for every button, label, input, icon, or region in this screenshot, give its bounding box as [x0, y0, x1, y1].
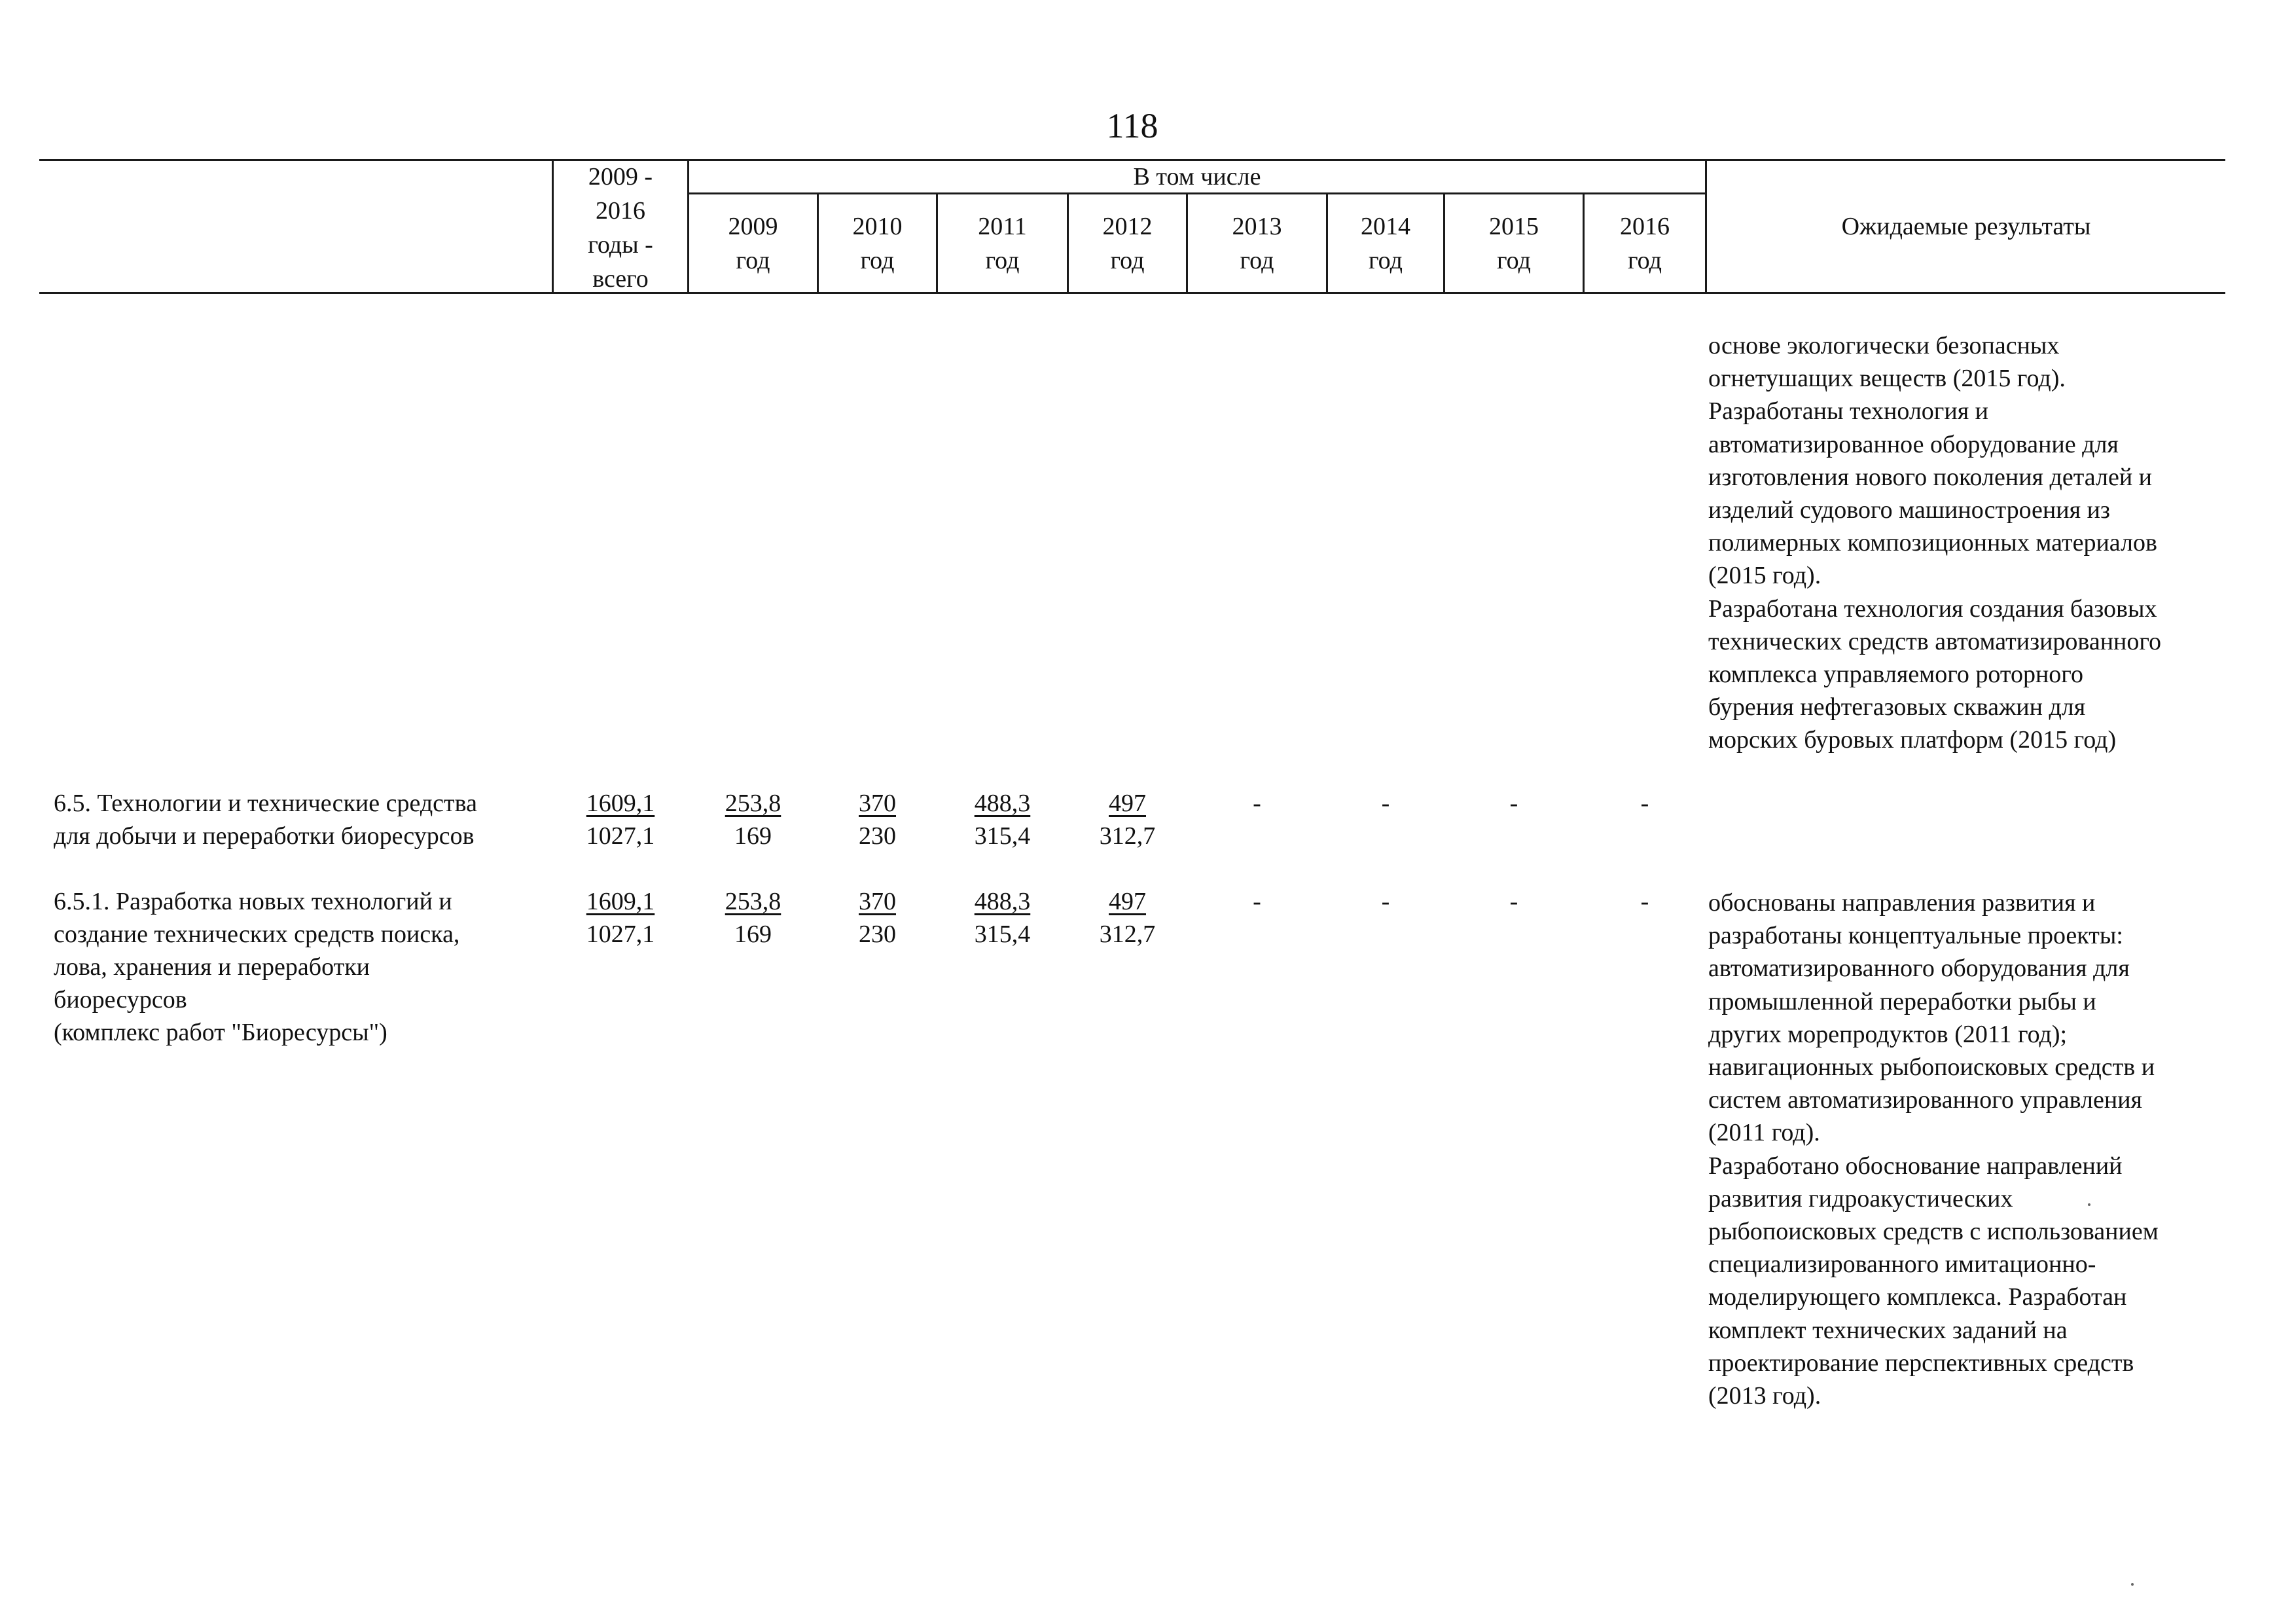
result-line: проектирование перспективных средств — [1708, 1349, 2134, 1377]
result-line: промышленной переработки рыбы и — [1708, 987, 2096, 1015]
header-total-line: годы - — [588, 231, 653, 259]
year-value-bottom: 169 — [734, 921, 772, 948]
result-line: разработаны концептуальные проекты: — [1708, 922, 2123, 950]
year-value-dash: - — [1640, 888, 1649, 915]
year-value-top: 488,3 — [974, 790, 1031, 817]
header-expected-results: Ожидаемые результаты — [1841, 213, 2091, 240]
year-value-dash: - — [1509, 888, 1518, 915]
result-line: систем автоматизированного управления — [1708, 1086, 2143, 1114]
result-line: технических средств автоматизированного — [1708, 627, 2162, 655]
year-value-bottom: 169 — [734, 822, 772, 850]
result-line: Разработана технология создания базовых — [1708, 594, 2157, 623]
row-label: 6.5.1. Разработка новых технологий и создание технических средств поиска, лова, хранения и переработки биоресурсов (комплекс работ "Биоресурсы") — [54, 888, 460, 1046]
year-value-top: 370 — [859, 888, 896, 915]
result-line: навигационных рыбопоисковых средств и — [1708, 1053, 2155, 1082]
header-total-period — [554, 160, 687, 296]
total-value-top: 1609,1 — [586, 790, 655, 817]
year-value-dash: - — [1253, 888, 1261, 915]
result-line: (2011 год). — [1708, 1119, 1820, 1147]
result-line: морских буровых платформ (2015 год) — [1708, 726, 2117, 754]
year-value-dash: - — [1381, 790, 1390, 817]
total-value-bottom: 1027,1 — [586, 822, 655, 850]
result-line: комплекса управляемого роторного — [1708, 661, 2083, 689]
year-value-top: 488,3 — [974, 888, 1031, 915]
year-value-dash: - — [1253, 790, 1261, 817]
year-value-top: 253,8 — [725, 790, 781, 817]
year-value-dash: - — [1381, 888, 1390, 915]
year-value-bottom: 230 — [859, 921, 896, 948]
scan-speck — [2131, 1583, 2134, 1586]
result-line: комплект технических заданий на — [1708, 1316, 2068, 1344]
header-year-2013: 2013 год — [1232, 213, 1282, 274]
result-line: (2015 год). — [1708, 562, 1821, 590]
year-value-top: 497 — [1109, 888, 1146, 915]
result-line: обоснованы направления развития и — [1708, 889, 2096, 917]
year-value-bottom: 230 — [859, 822, 896, 850]
result-line: изготовления нового поколения деталей и — [1708, 463, 2152, 491]
header-total-line: всего — [592, 265, 649, 293]
header-total-line: 2009 - — [588, 163, 653, 191]
year-value-top: 497 — [1109, 790, 1146, 817]
year-value-bottom: 315,4 — [974, 921, 1031, 948]
year-value-bottom: 312,7 — [1099, 921, 1156, 948]
header-bottom-rule — [39, 292, 2225, 294]
header-year-2012: 2012 год — [1102, 213, 1153, 274]
result-line: Разработано обоснование направлений — [1708, 1152, 2123, 1180]
year-value-dash: - — [1509, 790, 1518, 817]
header-year-2011: 2011 год — [978, 213, 1027, 274]
result-line: автоматизированного оборудования для — [1708, 955, 2130, 983]
header-year-2016: 2016 год — [1620, 213, 1670, 274]
header-group-label: В том числе — [1133, 163, 1261, 191]
result-line: (2013 год). — [1708, 1382, 1821, 1410]
result-line: Разработаны технология и — [1708, 397, 1989, 426]
year-value-dash: - — [1640, 790, 1649, 817]
header-year-2015: 2015 год — [1489, 213, 1539, 274]
header-year-2010: 2010 год — [852, 213, 903, 274]
scan-speck — [2088, 1203, 2090, 1206]
year-value-top: 370 — [859, 790, 896, 817]
result-line: других морепродуктов (2011 год); — [1708, 1020, 2068, 1048]
total-value-top: 1609,1 — [586, 888, 655, 915]
result-line: автоматизированное оборудование для — [1708, 430, 2119, 458]
year-value-top: 253,8 — [725, 888, 781, 915]
result-line: огнетушащих веществ (2015 год). — [1708, 365, 2066, 393]
page-number: 118 — [1106, 106, 1158, 145]
result-line: бурения нефтегазовых скважин для — [1708, 693, 2086, 721]
continuation-results — [1708, 329, 2245, 757]
header-total-line: 2016 — [596, 197, 645, 225]
result-line: полимерных композиционных материалов — [1708, 529, 2157, 557]
result-line: основе экологически безопасных — [1708, 332, 2060, 359]
result-line: специализированного имитационно- — [1708, 1250, 2096, 1279]
header-year-2009: 2009 год — [728, 213, 778, 274]
result-line: рыбопоисковых средств с использованием — [1708, 1218, 2159, 1246]
row-results — [1708, 886, 2245, 1412]
result-line: изделий судового машиностроения из — [1708, 496, 2110, 524]
year-value-bottom: 312,7 — [1099, 822, 1156, 850]
result-line: моделирующего комплекса. Разработан — [1708, 1283, 2127, 1311]
header-year-2014: 2014 год — [1361, 213, 1410, 274]
row-label: 6.5. Технологии и технические средства для добычи и переработки биоресурсов — [54, 790, 477, 850]
year-value-bottom: 315,4 — [974, 822, 1031, 850]
total-value-bottom: 1027,1 — [586, 921, 655, 948]
result-line: развития гидроакустических — [1708, 1184, 2013, 1213]
